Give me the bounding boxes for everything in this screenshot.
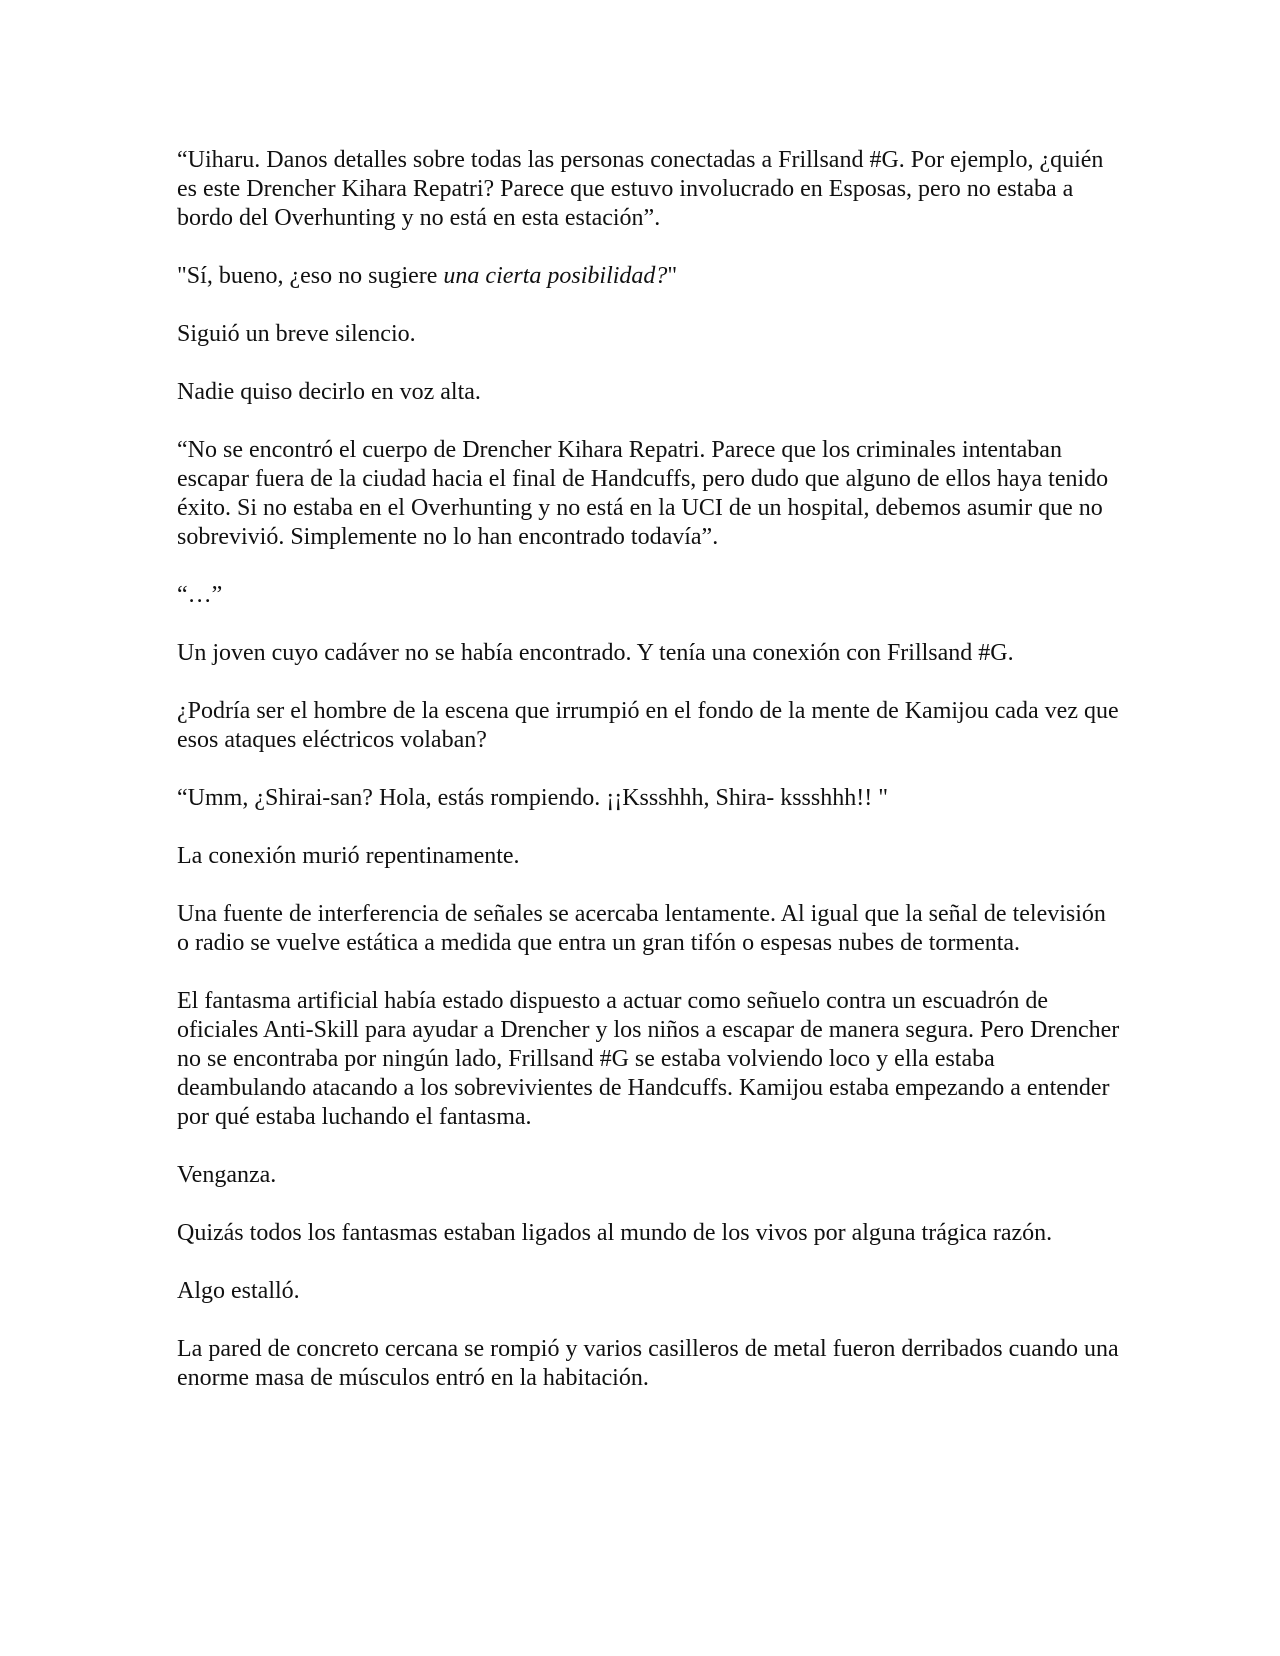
paragraph-7: Un joven cuyo cadáver no se había encontrado. Y tenía una conexión con Frillsand #G. [177, 640, 1014, 666]
paragraph-14: Quizás todos los fantasmas estaban ligados al mundo de los vivos por alguna trágica razón. [177, 1220, 1053, 1246]
paragraph-15: Algo estalló. [177, 1278, 300, 1304]
paragraph-13: Venganza. [177, 1162, 277, 1188]
paragraph-12: El fantasma artificial había estado dispuesto a actuar como señuelo contra un escuadrón de oficiales Anti-Skill para ayudar a Drencher y los niños a escapar de manera segura. Pero Drencher no se encontraba por ningún lado, Frillsand #G se estaba volviendo loco y ella estaba deambulando atacando a los sobrevivientes de Handcuffs. Kamijou estaba empezando a entender por qué estaba luchando el fantasma. [177, 988, 1120, 1130]
paragraph-2 [177, 262, 1122, 291]
paragraph-6: “…” [177, 582, 223, 608]
paragraph-11: Una fuente de interferencia de señales se acercaba lentamente. Al igual que la señal de televisión o radio se vuelve estática a medida que entra un gran tifón o espesas nubes de tormenta. [177, 901, 1106, 956]
paragraph-5: “No se encontró el cuerpo de Drencher Kihara Repatri. Parece que los criminales intentaban escapar fuera de la ciudad hacia el final de Handcuffs, pero dudo que alguno de ellos haya tenido éxito. Si no estaba en el Overhunting y no está en la UCI de un hospital, debemos asumir que no sobrevivió. Simplemente no lo han encontrado todavía”. [177, 437, 1109, 550]
paragraph-9: “Umm, ¿Shirai-san? Hola, estás rompiendo. ¡¡Kssshhh, Shira- kssshhh!! " [177, 785, 889, 811]
paragraph-2-italic: una cierta posibilidad? [443, 263, 668, 289]
paragraph-8: ¿Podría ser el hombre de la escena que irrumpió en el fondo de la mente de Kamijou cada vez que esos ataques eléctricos volaban? [177, 698, 1119, 753]
paragraph-3: Siguió un breve silencio. [177, 321, 416, 347]
paragraph-1: “Uiharu. Danos detalles sobre todas las personas conectadas a Frillsand #G. Por ejemplo, ¿quién es este Drencher Kihara Repatri? Parece que estuvo involucrado en Esposas, pero no estaba a bordo del Overhunting y no está en esta estación”. [177, 147, 1104, 231]
paragraph-4: Nadie quiso decirlo en voz alta. [177, 379, 481, 405]
paragraph-16: La pared de concreto cercana se rompió y varios casilleros de metal fueron derribados cuando una enorme masa de músculos entró en la habitación. [177, 1336, 1119, 1391]
paragraph-2-tail: " [667, 263, 678, 289]
paragraph-2-lead: "Sí, bueno, ¿eso no sugiere [177, 263, 444, 289]
document-body [177, 146, 1122, 1422]
paragraph-10: La conexión murió repentinamente. [177, 843, 520, 869]
